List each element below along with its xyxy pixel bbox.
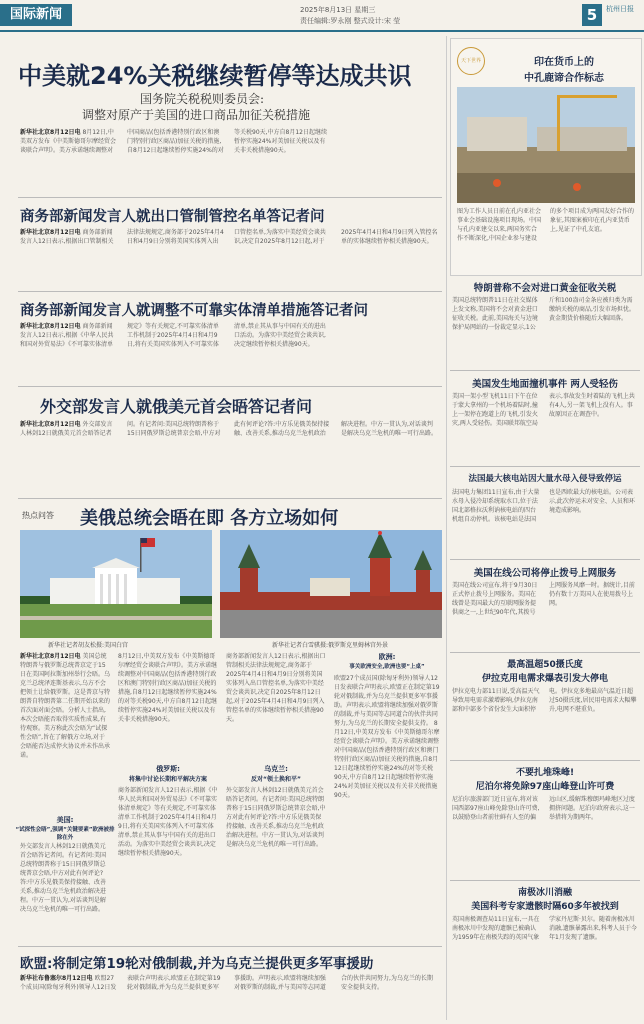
divider [18,946,442,947]
brief4-body-text: 美国在线公司宣布,将于9月30日正式停止拨号上网服务。美国在线曾是美国最大的互联网服务提供商之一,上世纪90年代,其拨号上网服务风靡一时。据统计,目前仍有数十万美国人在使用拨号上网。 [452,582,635,616]
feature-tag: 热点问答 [22,511,54,520]
russia-subhead: 俄罗斯: [156,765,180,773]
brief6-headline-2: 尼泊尔将免除97座山峰登山许可费 [475,782,615,792]
story2-body-text: 商务部新闻发言人12日表示,根据出口管制相关法律法规规定,商务部于2025年4月4日和4月9日分别将美国实体列入出口管控名单,为落实中美经贸会谈共识,决定自2025年8月12日起,对于2025年4月4日和4月9日列入管控名单的实体继续暂停相关措施90天。 [20,229,438,245]
story3-headline: 商务部新闻发言人就调整不可靠实体清单措施答记者问 [20,303,368,319]
story2-body [20,228,438,282]
story5-body [20,974,438,1020]
white-house-illustration [20,530,212,638]
europe-body-text: 欧盟27个成员国(除匈牙利外)领导人12日发表联合声明表示,欧盟正在制定第19轮对俄制裁,并为乌克兰提供更多军事援助。声明表示,欧盟将继续加强对俄罗斯的制裁,并与美国等志同道合的伙伴共同努力,为乌克兰的长期安全提供支持。 [334,675,440,727]
story3-dateline: 新华社北京8月12日电 [20,323,81,330]
brief4-headline: 美国在线公司将停止拨号上网服务 [473,568,617,579]
story5-headline: 欧盟:将制定第19轮对俄制裁,并为乌克兰提供更多军事援助 [20,956,374,972]
brief7-body [452,915,638,1019]
white-house-caption: 新华社记者胡友松摄:美国白宫 [48,642,129,649]
divider [18,197,442,198]
europe-subhead: 欧洲: [378,653,396,661]
sidebar-photo [457,87,635,203]
brief4-body [452,581,638,649]
feature-col3-text: 商务部新闻发言人12日表示,根据出口管制相关法律法规规定,商务部于2025年4月4日和4月9日分别将美国实体列入出口管控名单,为落实中美经贸会谈共识,决定自2025年8月12日起,对于2025年4月4日和4月9日列入管控名单的实体继续暂停相关措施90天。 [226,653,326,723]
masthead [0,0,644,32]
story3-body [20,322,438,376]
story4-body-text: 外交部发言人林剑12日就俄美元首会晤答记者问。有记者问:美国总统特朗普称于15日同俄罗斯总统普京会晤,中方对此有何评论?答:中方乐见俄美保持接触、改善关系,推动乌克兰危机政治解决进程。中方一贯认为,对话谈判是解决乌克兰危机的唯一可行出路。 [20,421,438,437]
column-divider [446,36,447,1020]
editor-credits: 责任编辑:罗永刚 整式设计:宋 莹 [300,17,401,25]
europe-subhead-detail: 事关欧洲安全,欧洲也要“上桌” [349,664,425,670]
divider [18,386,442,387]
ukraine-subhead: 乌克兰: [264,765,288,773]
brief7-headline-1: 南极冰川消融 [517,888,572,898]
ukraine-body [226,786,326,942]
europe-body [334,674,440,942]
feature-body-text: 美国总统特朗普与俄罗斯总统普京定于15日在美国阿拉斯加州举行会晤。乌克兰总统泽连斯基表示,乌方不会把领土让给俄罗斯。这是普京与特朗普自特朗普第二任期开始以来的首次面对面会晤。分析人士指出,本次会晤能否取得实质性成果,有待观察。美方称此次会晤为“试探性会晤”,旨在了解俄方立场,对于会晤能否达成停火协议并未作出承诺。 [20,653,110,759]
brief2-body-text: 美国一架小型飞机11日下午在位于蒙大拿州的一个机场着陆时,撞上一架停在跑道上的飞机,引发火灾,两人受轻伤。美国联邦航空局表示,事故发生时着陆的飞机上共有4人,另一架飞机上没有人。事故原因正在调查中。 [452,393,635,427]
feature-col2-text: 8月12日,中美双方发布《中美斯德哥尔摩经贸会谈联合声明》。美方承诺继续调整对中国商品(包括香港特别行政区和澳门特别行政区商品)加征关税的措施,自8月12日起继续暂停实施24%的对等关税90天,中方自8月12日起继续暂停实施24%对美加征关税以及有关非关税措施90天。 [118,653,218,723]
brief6-headline-1: 不要扎堆珠峰! [515,768,575,778]
brief1-body [452,296,638,366]
us-subhead-detail: “试探性会晤”,强调“关键要素”欧洲被排除在外 [15,827,115,841]
brief1-body-text: 美国总统特朗普11日在社交媒体上发文称,美国将不会对黄金进口征收关税。此前,美国海关与边境保护局网站的一份裁定显示,1公斤和100盎司金条应被归类为需缴纳关税的商品,引发市场担忧。黄金期货价格随后大幅回落。 [452,297,635,331]
story3-body-text: 商务部新闻发言人12日表示,根据《中华人民共和国对外贸易法》《不可靠实体清单规定》等有关规定,不可靠实体清单工作机制于2025年4月4日和4月9日,将有关美国实体列入不可靠实体清单,禁止其从事与中国有关的进出口活动。为落实中美经贸会谈共识,决定继续暂停相关措施90天。 [20,323,326,348]
kremlin-caption: 新华社记者白雪骐摄:俄罗斯克里姆林宫外景 [272,642,389,649]
lead-subheadline-2: 调整对原产于美国的进口商品加征关税措施 [82,108,311,122]
europe-body-text-2: 8月12日,中美双方发布《中美斯德哥尔摩经贸会谈联合声明》。美方承诺继续调整对中国商品(包括香港特别行政区和澳门特别行政区商品)加征关税的措施,自8月12日起继续暂停实施24%的对等关税90天,中方自8月12日起继续暂停实施24%对美加征关税以及有关非关税措施90天。 [334,720,440,799]
feature-dateline: 新华社北京8月12日电 [20,653,81,660]
divider [450,652,640,653]
story5-body-text: 欧盟27个成员国(除匈牙利外)领导人12日发表联合声明表示,欧盟正在制定第19轮对俄制裁,并为乌克兰提供更多军事援助。声明表示,欧盟将继续加强对俄罗斯的制裁,并与美国等志同道合的伙伴共同努力,为乌克兰的长期安全提供支持。 [20,975,433,991]
sidebar-body [457,207,635,271]
brief5-body-text: 伊拉克电力部11日说,受高温天气导致用电需求激增影响,伊拉克南部和中部多个省份发生大面积停电。伊拉克多地最高气温近日超过50摄氏度,居民用电需求大幅攀升,电网不堪重负。 [452,688,637,713]
sidebar-headline-1: 印在货币上的 [534,57,594,68]
brief2-body [452,392,638,462]
story4-body [20,420,438,492]
brief2-headline: 美国发生地面撞机事件 两人受轻伤 [472,379,618,390]
kremlin-illustration [220,530,442,638]
us-subhead: 美国: [56,816,74,824]
russia-body [118,786,218,942]
white-house-photo [20,530,212,638]
divider [18,498,442,499]
page-number: 5 [582,4,602,26]
sidebar-body-text: 图为工作人员日前在孔内亚社会事业会基础设施项目现场。中国与孔内亚建交以来,两国务实合作不断深化,中国企业参与建设的多个项目成为两国友好合作的象征,其图案被印在孔内亚货币上,见证了中孔友谊。 [457,208,635,242]
divider [450,466,640,467]
lead-headline: 中美就24%关税继续暂停等达成共识 [18,62,412,90]
kremlin-photo [220,530,442,638]
story5-dateline: 新华社布鲁塞尔8月12日电 [20,975,93,982]
brief3-headline: 法国最大核电站因大量水母入侵导致停运 [468,474,622,484]
brief6-body [452,795,638,877]
story2-headline: 商务部新闻发言人就出口管制管控名单答记者问 [20,209,325,225]
column-logo: 天下世界 [457,47,485,75]
brief3-body [452,488,638,556]
sidebar-headline-2: 中孔鹿谛合作标志 [524,73,604,84]
brief7-headline-2: 美国科考专家遗骸时隔60多年被找到 [471,902,619,912]
issue-date: 2025年8月13日 星期三 [300,6,376,14]
paper-logo: 杭州日报 [606,5,634,13]
lead-subheadline-1: 国务院关税税则委员会: [140,92,265,106]
divider [450,880,640,881]
lead-body-text: 8月12日,中美双方发布《中美斯德哥尔摩经贸会谈联合声明》。美方承诺继续调整对中国商品(包括香港特别行政区和澳门特别行政区商品)加征关税的措施,自8月12日起继续暂停实施24%的对等关税90天,中方自8月12日起继续暂停实施24%对美加征关税以及有关非关税措施90天。 [20,129,327,154]
feature-sidebar [450,38,642,276]
feature-column-2 [118,652,218,760]
divider [450,370,640,371]
divider [450,559,640,560]
brief5-headline-1: 最高温超50摄氏度 [507,660,583,670]
section-title: 国际新闻 [0,4,72,26]
brief7-body-text: 英国南极调查局11日宣布,一具在南极冰川中发现的遗骸已被确认为1959年在南极失踪的英国气象学家丹尼斯·贝尔。随着南极冰川消融,遗骸暴露出来,科考人员于今年1月发现了遗骸。 [452,916,637,941]
brief5-headline-2: 伊拉克用电需求爆表引发大停电 [481,674,608,684]
construction-illustration [457,87,635,203]
brief3-body-text: 法国电力集团11日宣布,由于大量水母入侵冷却系统取水口,位于法国北部格拉沃利讷核电站的四台机组自动停机。该核电站是法国也是西欧最大的核电站。公司表示,此次停运未对安全、人员和环境造成影响。 [452,489,635,523]
lead-body [20,128,438,191]
ukraine-body-text: 外交部发言人林剑12日就俄美元首会晤答记者问。有记者问:美国总统特朗普称于15日同俄罗斯总统普京会晤,中方对此有何评论?答:中方乐见俄美保持接触、改善关系,推动乌克兰危机政治解决进程。中方一贯认为,对话谈判是解决乌克兰危机的唯一可行出路。 [226,787,326,848]
lead-dateline: 新华社北京8月12日电 [20,129,81,136]
story4-dateline: 新华社北京8月12日电 [20,421,81,428]
feature-column-3 [226,652,326,760]
feature-intro [20,652,110,812]
divider [450,760,640,761]
us-body [20,842,110,942]
brief6-body-text: 尼泊尔旅游部门近日宣布,将对该国西部97座山峰免除登山许可费,以鼓励登山者前往鲜有人至的偏远山区,缓解珠穆朗玛峰地区过度拥挤问题。尼泊尔政府表示,这一举措将为期两年。 [452,796,635,821]
ukraine-subhead-detail: 反对“领土换和平” [251,776,301,783]
us-body-text: 外交部发言人林剑12日就俄美元首会晤答记者问。有记者问:美国总统特朗普称于15日同俄罗斯总统普京会晤,中方对此有何评论?答:中方乐见俄美保持接触、改善关系,推动乌克兰危机政治解决进程。中方一贯认为,对话谈判是解决乌克兰危机的唯一可行出路。 [20,843,107,913]
russia-body-text: 商务部新闻发言人12日表示,根据《中华人民共和国对外贸易法》《不可靠实体清单规定》等有关规定,不可靠实体清单工作机制于2025年4月4日和4月9日,将有关美国实体列入不可靠实体清单,禁止其从事与中国有关的进出口活动。为落实中美经贸会谈共识,决定继续暂停相关措施90天。 [118,787,218,857]
story2-dateline: 新华社北京8月12日电 [20,229,81,236]
divider [18,291,442,292]
brief1-headline: 特朗普称不会对进口黄金征收关税 [473,283,617,294]
feature-headline: 美俄总统会晤在即 各方立场如何 [80,508,339,529]
story4-headline: 外交部发言人就俄美元首会晤答记者问 [40,397,313,416]
brief5-body [452,687,638,757]
russia-subhead-detail: 将集中讨论长期和平解决方案 [128,776,207,783]
